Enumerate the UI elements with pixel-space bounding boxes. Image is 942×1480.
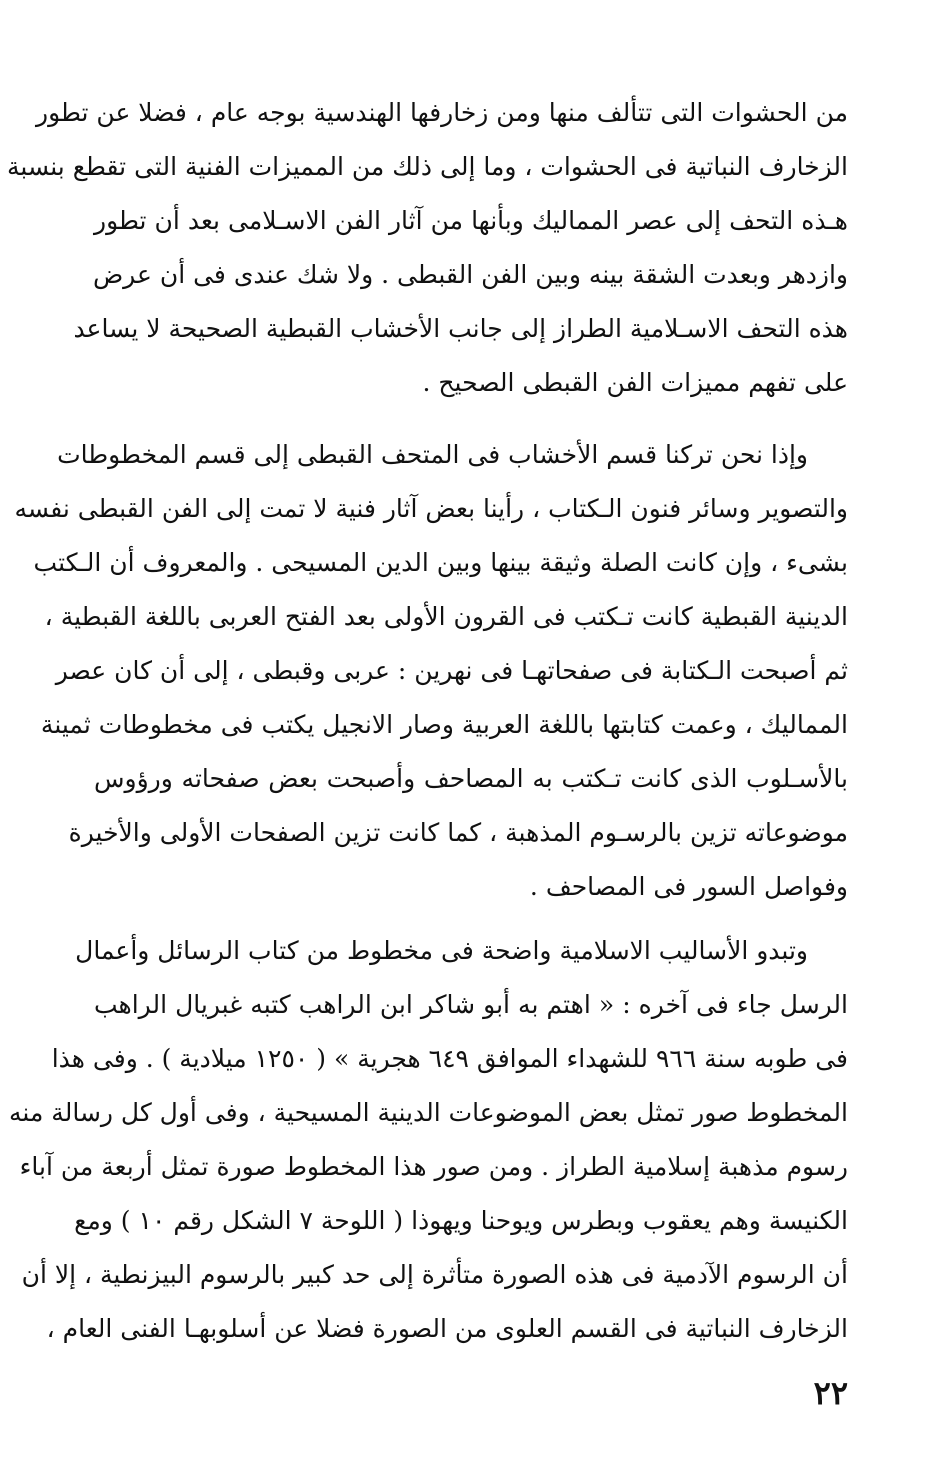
text-line: وتبدو الأساليب الاسلامية واضحة فى مخطوط من كتاب الرسائل وأعمال	[75, 936, 808, 965]
text-line: المماليك ، وعمت كتابتها باللغة العربية وصار الانجيل يكتب فى مخطوطات ثمينة	[40, 710, 848, 739]
text-line: ثم أصبحت الـكتابة فى صفحاتهـا فى نهرين : عربى وقبطى ، إلى أن كان عصر	[55, 656, 848, 685]
text-line: وفواصل السور فى المصاحف .	[529, 872, 848, 901]
page-number: ٢٢	[813, 1374, 848, 1412]
text-line: وإذا نحن تركنا قسم الأخشاب فى المتحف القبطى إلى قسم المخطوطات	[57, 440, 808, 469]
text-line: هذه التحف الاسـلامية الطراز إلى جانب الأخشاب القبطية الصحيحة لا يساعد	[73, 314, 848, 343]
text-line: الرسل جاء فى آخره : « اهتم به أبو شاكر ابن الراهب كتبه غبريال الراهب	[94, 990, 848, 1019]
paragraph-3	[9, 924, 848, 1356]
text-line: أن الرسوم الآدمية فى هذه الصورة متأثرة إلى حد كبير بالرسوم البيزنطية ، إلا أن	[21, 1260, 848, 1289]
text-line: الكنيسة وهم يعقوب وبطرس ويوحنا ويهوذا ( اللوحة ٧ الشكل رقم ١٠ ) ومع	[74, 1206, 848, 1235]
text-line: من الحشوات التى تتألف منها ومن زخارفها الهندسية بوجه عام ، فضلا عن تطور	[36, 98, 848, 127]
paragraph-1	[7, 86, 848, 410]
text-line: على تفهم مميزات الفن القبطى الصحيح .	[422, 368, 848, 397]
paragraph-2	[14, 428, 848, 914]
text-line: موضوعاته تزين بالرسـوم المذهبة ، كما كانت تزين الصفحات الأولى والأخيرة	[68, 818, 848, 847]
text-line: الزخارف النباتية فى الحشوات ، وما إلى ذلك من المميزات الفنية التى تقطع بنسبة	[7, 152, 848, 181]
text-line: رسوم مذهبة إسلامية الطراز . ومن صور هذا المخطوط صورة تمثل أربعة من آباء	[19, 1152, 848, 1181]
text-line: الزخارف النباتية فى القسم العلوى من الصورة فضلا عن أسلوبهـا الفنى العام ،	[46, 1314, 848, 1343]
text-line: المخطوط صور تمثل بعض الموضوعات الدينية المسيحية ، وفى أول كل رسالة منه	[9, 1098, 848, 1127]
text-line: بشىء ، وإن كانت الصلة وثيقة بينها وبين الدين المسيحى . والمعروف أن الـكتب	[33, 548, 848, 577]
text-line: فى طوبه سنة ٩٦٦ للشهداء الموافق ٦٤٩ هجرية » ( ١٢٥٠ ميلادية ) . وفى هذا	[51, 1044, 848, 1073]
text-line: هـذه التحف إلى عصر المماليك وبأنها من آثار الفن الاسـلامى بعد أن تطور	[94, 206, 848, 235]
text-line: وازدهر وبعدت الشقة بينه وبين الفن القبطى . ولا شك عندى فى أن عرض	[92, 260, 848, 289]
text-line: الدينية القبطية كانت تـكتب فى القرون الأولى بعد الفتح العربى باللغة القبطية ،	[44, 602, 848, 631]
text-line: بالأسـلوب الذى كانت تـكتب به المصاحف وأصبحت بعض صفحاته ورؤوس	[94, 764, 848, 793]
text-line: والتصوير وسائر فنون الـكتاب ، رأينا بعض آثار فنية لا تمت إلى الفن القبطى نفسه	[14, 494, 848, 523]
